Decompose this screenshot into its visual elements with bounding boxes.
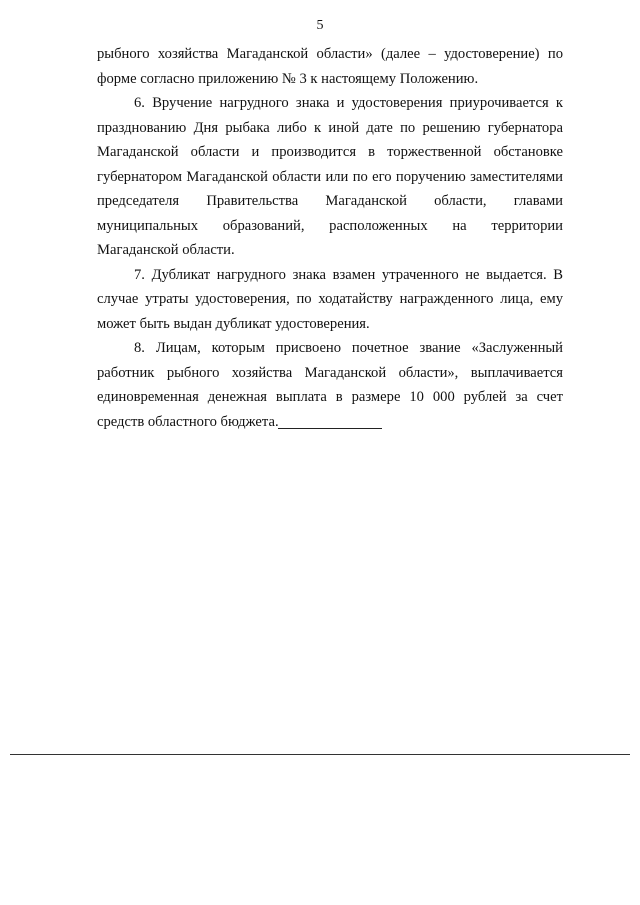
page-number: 5 (316, 18, 324, 33)
paragraph-continuation: рыбного хозяйства Магаданской области» (далее – удостоверение) по форме согласно приложению № 3 к настоящему Положению. (97, 46, 563, 87)
page-footer-rule (10, 754, 630, 755)
end-of-section-rule (278, 428, 382, 429)
paragraph-7: 7. Дубликат нагрудного знака взамен утраченного не выдается. В случае утраты удостоверения, по ходатайству награжденного лица, ему может быть выдан дубликат удостоверения. (97, 266, 563, 332)
document-body (97, 42, 563, 434)
paragraph-6: 6. Вручение нагрудного знака и удостоверения приурочивается к празднованию Дня рыбака либо к иной дате по решению губернатора Магаданской области и производится в торжественной обстановке губернатором Магаданской области или по его поручению заместителями председателя Правительства Магаданской области, главами муниципальных образований, расположенных на территории Магаданской области. (97, 95, 563, 258)
paragraph-8: 8. Лицам, которым присвоено почетное звание «Заслуженный работник рыбного хозяйства Магаданской области», выплачивается единовременная денежная выплата в размере 10 000 рублей за счет средств областного бюджета. (97, 340, 563, 430)
